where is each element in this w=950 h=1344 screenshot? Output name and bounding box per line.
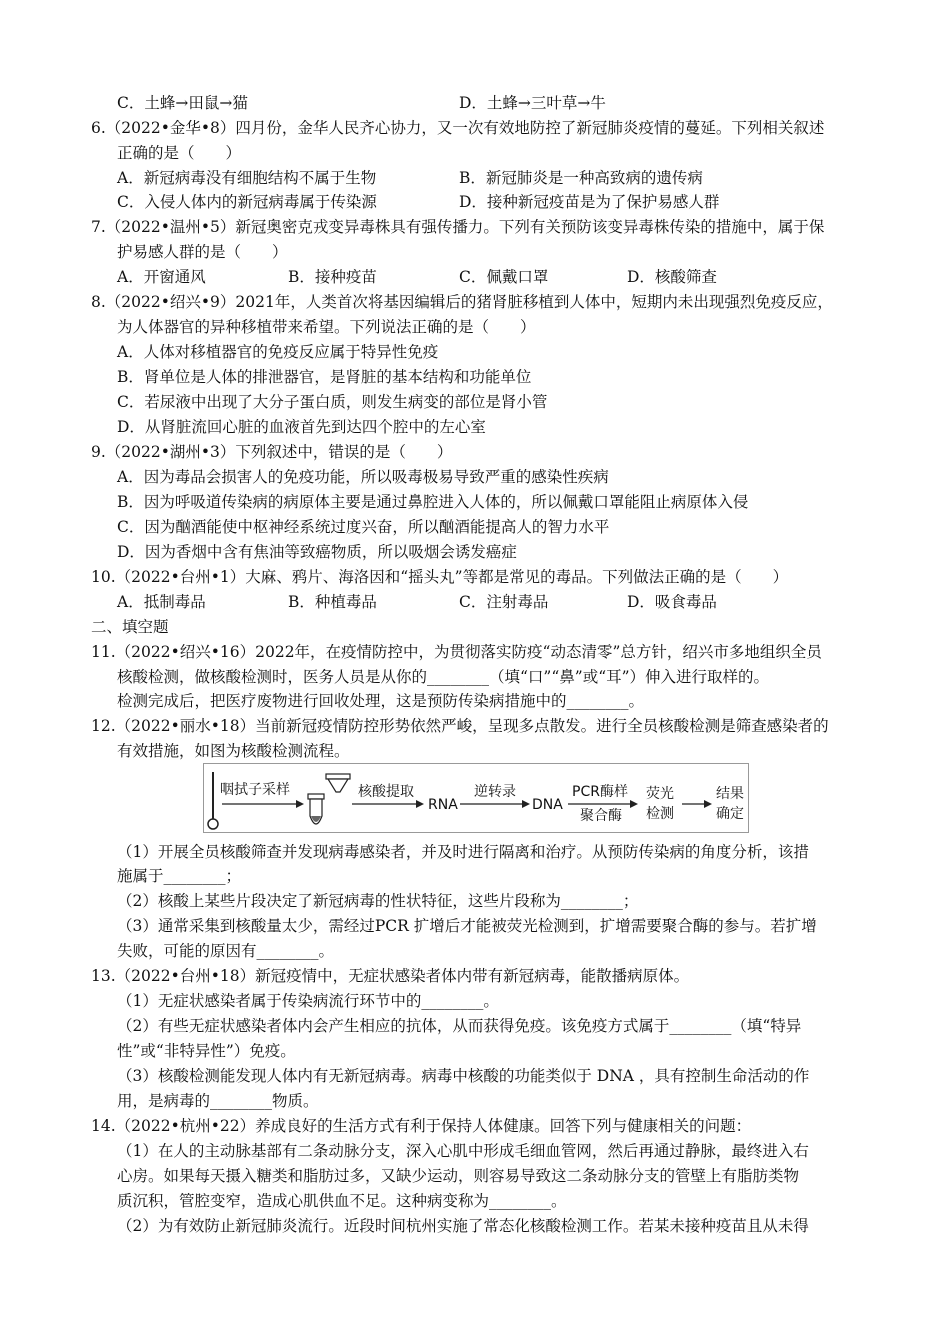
- option-c: C．若尿液中出现了大分子蛋白质，则发生病变的部位是肾小管: [117, 393, 548, 411]
- option-d: D．土蜂→三叶草→牛: [459, 94, 606, 112]
- question-14-part-1: （1）在人的主动脉基部有二条动脉分支，深入心肌中形成毛细血管网，然后再通过静脉，最终进入右: [117, 1142, 809, 1160]
- option-a: A．抵制毒品: [117, 593, 206, 611]
- step-detection: 检测: [646, 806, 674, 822]
- pipette-body: [328, 779, 348, 792]
- step-pcr-label: PCR酶样: [572, 784, 628, 800]
- question-12-part-3-cont: 失败，可能的原因有________。: [117, 942, 335, 960]
- question-13-part-3-cont: 用，是病毒的________物质。: [117, 1092, 319, 1110]
- option-d: D．从肾脏流回心脏的血液首先到达四个腔中的左心室: [117, 418, 486, 436]
- step-confirm: 确定: [716, 806, 744, 822]
- tube-cap: [308, 794, 324, 799]
- option-b: B．肾单位是人体的排泄器官，是肾脏的基本结构和功能单位: [117, 368, 532, 386]
- option-a: A．新冠病毒没有细胞结构不属于生物: [117, 169, 377, 187]
- question-13-part-3: （3）核酸检测能发现人体内有无新冠病毒。病毒中核酸的功能类似于 DNA ，具有控制生命活动的作: [117, 1067, 810, 1085]
- question-12-stem-cont: 有效措施，如图为核酸检测流程。: [117, 742, 350, 760]
- option-b: B．种植毒品: [288, 593, 377, 611]
- question-13-stem: 13.（2022•台州•18）新冠疫情中，无症状感染者体内带有新冠病毒，能散播病原体。: [91, 967, 690, 985]
- question-10-stem: 10.（2022•台州•1）大麻、鸦片、海洛因和“摇头丸”等都是常见的毒品。下列做法正确的是（ ）: [91, 568, 789, 586]
- step-swab-sampling: 咽拭子采样: [220, 782, 290, 798]
- option-c: C．佩戴口罩: [459, 268, 549, 286]
- option-d: D．核酸筛查: [627, 268, 717, 286]
- step-reverse-transcription: 逆转录: [474, 784, 516, 800]
- arrow-pcr-head: [630, 800, 638, 808]
- question-6-stem: 6.（2022•金华•8）四月份，金华人民齐心协力，又一次有效地防控了新冠肺炎疫情的蔓延。下列相关叙述: [91, 119, 825, 137]
- option-a: A．开窗通风: [117, 268, 206, 286]
- option-b: B．因为呼吸道传染病的病原体主要是通过鼻腔进入人体的，所以佩戴口罩能阻止病原体入侵: [117, 493, 749, 511]
- option-c: C．因为酗酒能使中枢神经系统过度兴奋，所以酗酒能提高人的智力水平: [117, 518, 610, 536]
- option-a: A．人体对移植器官的免疫反应属于特异性免疫: [117, 343, 439, 361]
- question-12-stem: 12.（2022•丽水•18）当前新冠疫情防控形势依然严峻，呈现多点散发。进行全员核酸检测是筛查感染者的: [91, 717, 829, 735]
- arrow-extract-head: [416, 800, 424, 808]
- question-11-stem: 11.（2022•绍兴•16）2022年，在疫情防控中，为贯彻落实防疫“动态清零”总方针，绍兴市多地组织全员: [91, 643, 822, 661]
- question-8-stem-cont: 为人体器官的异种移植带来希望。下列说法正确的是（ ）: [117, 318, 536, 336]
- question-7-stem-cont: 护易感人群的是（ ）: [117, 243, 288, 261]
- question-9-stem: 9.（2022•湖州•3）下列叙述中，错误的是（ ）: [91, 443, 453, 461]
- step-fluorescence: 荧光: [646, 786, 674, 802]
- step-pcr-polymerase: 聚合酶: [580, 808, 622, 824]
- arrow-rt-head: [522, 800, 530, 808]
- option-d: D．吸食毒品: [627, 593, 717, 611]
- option-c: C．注射毒品: [459, 593, 549, 611]
- question-14-part-2: （2）为有效防止新冠肺炎流行。近段时间杭州实施了常态化核酸检测工作。若某未接种疫苗且从未得: [117, 1217, 809, 1235]
- nucleic-acid-test-flow-diagram: [203, 763, 749, 833]
- question-7-stem: 7.（2022•温州•5）新冠奥密克戎变异毒株具有强传播力。下列有关预防该变异毒株传染的措施中，属于保: [91, 218, 825, 236]
- question-13-part-1: （1）无症状感染者属于传染病流行环节中的________。: [117, 992, 499, 1010]
- option-a: A．因为毒品会损害人的免疫功能，所以吸毒极易导致严重的感染性疾病: [117, 468, 609, 486]
- question-14-part-1-line-3: 质沉积，管腔变窄，造成心肌供血不足。这种病变称为________。: [117, 1192, 567, 1210]
- step-nucleic-extraction: 核酸提取: [358, 784, 414, 800]
- option-b: B．接种疫苗: [288, 268, 377, 286]
- option-c: C．入侵人体内的新冠病毒属于传染源: [117, 193, 377, 211]
- question-11-line-3: 检测完成后，把医疗废物进行回收处理，这是预防传染病措施中的________。: [117, 692, 645, 710]
- arrow-swab-head: [296, 800, 304, 808]
- section-heading: 二、填空题: [91, 618, 169, 636]
- swab-tip: [208, 819, 218, 829]
- option-d: D．因为香烟中含有焦油等致癌物质，所以吸烟会诱发癌症: [117, 543, 517, 561]
- pipette-top: [326, 774, 350, 779]
- question-12-part-1-cont: 施属于________；: [117, 867, 242, 885]
- arrow-result-head: [704, 800, 712, 808]
- node-dna: DNA: [532, 797, 563, 813]
- question-12-part-1: （1）开展全员核酸筛查并发现病毒感染者，并及时进行隔离和治疗。从预防传染病的角度分析，该措: [117, 843, 809, 861]
- question-12-part-2: （2）核酸上某些片段决定了新冠病毒的性状特征，这些片段称为________；: [117, 892, 639, 910]
- question-8-stem: 8.（2022•绍兴•9）2021年，人类首次将基因编辑后的猪肾脏移植到人体中，短期内未出现强烈免疫反应，: [91, 293, 833, 311]
- option-c: C．土蜂→田鼠→猫: [117, 94, 248, 112]
- node-rna: RNA: [428, 797, 458, 813]
- option-b: B．新冠肺炎是一种高致病的遗传病: [459, 169, 703, 187]
- question-11-line-2: 核酸检测，做核酸检测时，医务人员是从你的________（填“口”“鼻”或“耳”）伸入进行取样的。: [117, 668, 770, 686]
- question-14-stem: 14.（2022•杭州•22）养成良好的生活方式有利于保持人体健康。回答下列与健康相关的问题：: [91, 1117, 752, 1135]
- question-14-part-1-line-2: 心房。如果每天摄入糖类和脂肪过多，又缺少运动，则容易导致这二条动脉分支的管壁上有脂肪类物: [117, 1167, 800, 1185]
- question-6-stem-cont: 正确的是（ ）: [117, 144, 242, 162]
- question-13-part-2: （2）有些无症状感染者体内会产生相应的抗体，从而获得免疫。该免疫方式属于________（填“特异: [117, 1017, 802, 1035]
- step-result: 结果: [716, 786, 744, 802]
- question-12-part-3: （3）通常采集到核酸量太少，需经过PCR 扩增后才能被荧光检测到，扩增需要聚合酶的参与。若扩增: [117, 917, 817, 935]
- question-13-part-2-cont: 性”或“非特异性”）免疫。: [117, 1042, 296, 1060]
- option-d: D．接种新冠疫苗是为了保护易感人群: [459, 193, 720, 211]
